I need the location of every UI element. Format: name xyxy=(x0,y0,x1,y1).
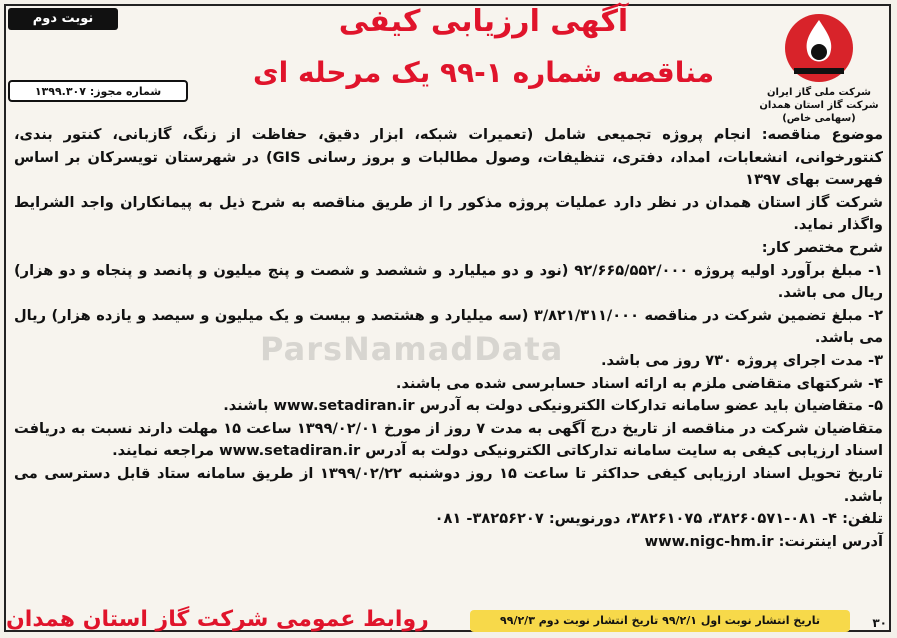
watermark: ParsNamadData xyxy=(260,330,564,368)
intro-paragraph: شرکت گاز استان همدان در نظر دارد عملیات پروژه مذکور را از طریق مناقصه به شرح ذیل به پیمانکاران واجد الشرایط واگذار نماید. xyxy=(14,193,883,234)
item-audit: ۴- شرکتهای متقاضی ملزم به ارائه اسناد حسابرسی شده می باشند. xyxy=(395,374,883,392)
gas-flame-icon xyxy=(774,6,864,86)
turn-badge: نوبت دوم xyxy=(8,8,118,30)
logo-line1: شرکت ملی گاز ایران xyxy=(767,87,871,98)
page-number: ۳۰ xyxy=(872,616,887,630)
delivery-paragraph: تاریخ تحویل اسناد ارزیابی کیفی حداکثر تا ساعت ۱۵ روز دوشنبه ۱۳۹۹/۰۲/۲۲ از طریق سامانه ستاد قابل دسترسی می باشد. xyxy=(14,464,884,505)
summary-heading: شرح مختصر کار: xyxy=(761,238,883,256)
subject-paragraph: موضوع مناقصه: انجام پروژه تجمیعی شامل (تعمیرات شبکه، ابزار دقیق، حفاظت از زنگ، گازبانی، کنتور بندی، کنتورخوانی، انشعابات، امداد، دفتری، تنظیفات، وصول مطالبات و بروز رسانی GIS) در شهرستان تویسرکان بر اساس فهرست بهای ۱۳۹۷ xyxy=(14,126,884,189)
deadline-paragraph: متقاضیان شرکت در مناقصه از تاریخ درج آگهی به مدت ۷ روز از مورخ ۱۳۹۹/۰۲/۰۱ ساعت ۱۵ مهلت دارند نسبت به دریافت اسناد ارزیابی کیفی به سایت سامانه تدارکاتی الکترونیکی دولت به آدرس www.setadiran.ir مراجعه نمایند. xyxy=(14,419,883,460)
ad-body xyxy=(14,124,883,553)
logo-line2: شرکت گاز استان همدان (سهامی خاص) xyxy=(759,100,879,124)
public-relations-signature: روابط عمومی شرکت گاز استان همدان xyxy=(6,607,429,632)
tender-number-title: مناقصه شماره ۱-۹۹ یک مرحله ای xyxy=(252,56,715,89)
phone-line: تلفن: ۴- ۰۸۱-۳۸۲۶۰۵۷۱، ۳۸۲۶۱۰۷۵، دورنویس: ۳۸۲۵۶۲۰۷- ۰۸۱ xyxy=(434,510,883,528)
publication-dates: تاریخ انتشار نوبت اول ۹۹/۲/۱ تاریخ انتشار نوبت دوم ۹۹/۲/۳ xyxy=(470,610,850,632)
item-guarantee: ۲- مبلغ تضمین شرکت در مناقصه ۳/۸۲۱/۳۱۱/۰۰۰ (سه میلیارد و هشتصد و بیست و یک میلیون و سیصد و یازده هزار) ریال می باشد. xyxy=(14,306,883,347)
item-setad-membership: ۵- متقاضیان باید عضو سامانه تدارکات الکترونیکی دولت به آدرس www.setadiran.ir باشند. xyxy=(223,397,883,415)
item-estimate: ۱- مبلغ برآورد اولیه پروژه ۹۲/۶۶۵/۵۵۲/۰۰۰ (نود و دو میلیارد و ششصد و شصت و پنج میلیون و پانصد و پنجاه و دو هزار) ریال می باشد. xyxy=(14,261,883,302)
item-duration: ۳- مدت اجرای پروژه ۷۳۰ روز می باشد. xyxy=(601,351,883,369)
company-logo xyxy=(749,6,889,126)
website-line: آدرس اینترنت: www.nigc-hm.ir xyxy=(644,532,883,550)
permit-number: شماره مجوز: ۱۳۹۹.۳۰۷ xyxy=(8,80,188,102)
page-title: آگهی ارزیابی کیفی xyxy=(338,4,629,39)
